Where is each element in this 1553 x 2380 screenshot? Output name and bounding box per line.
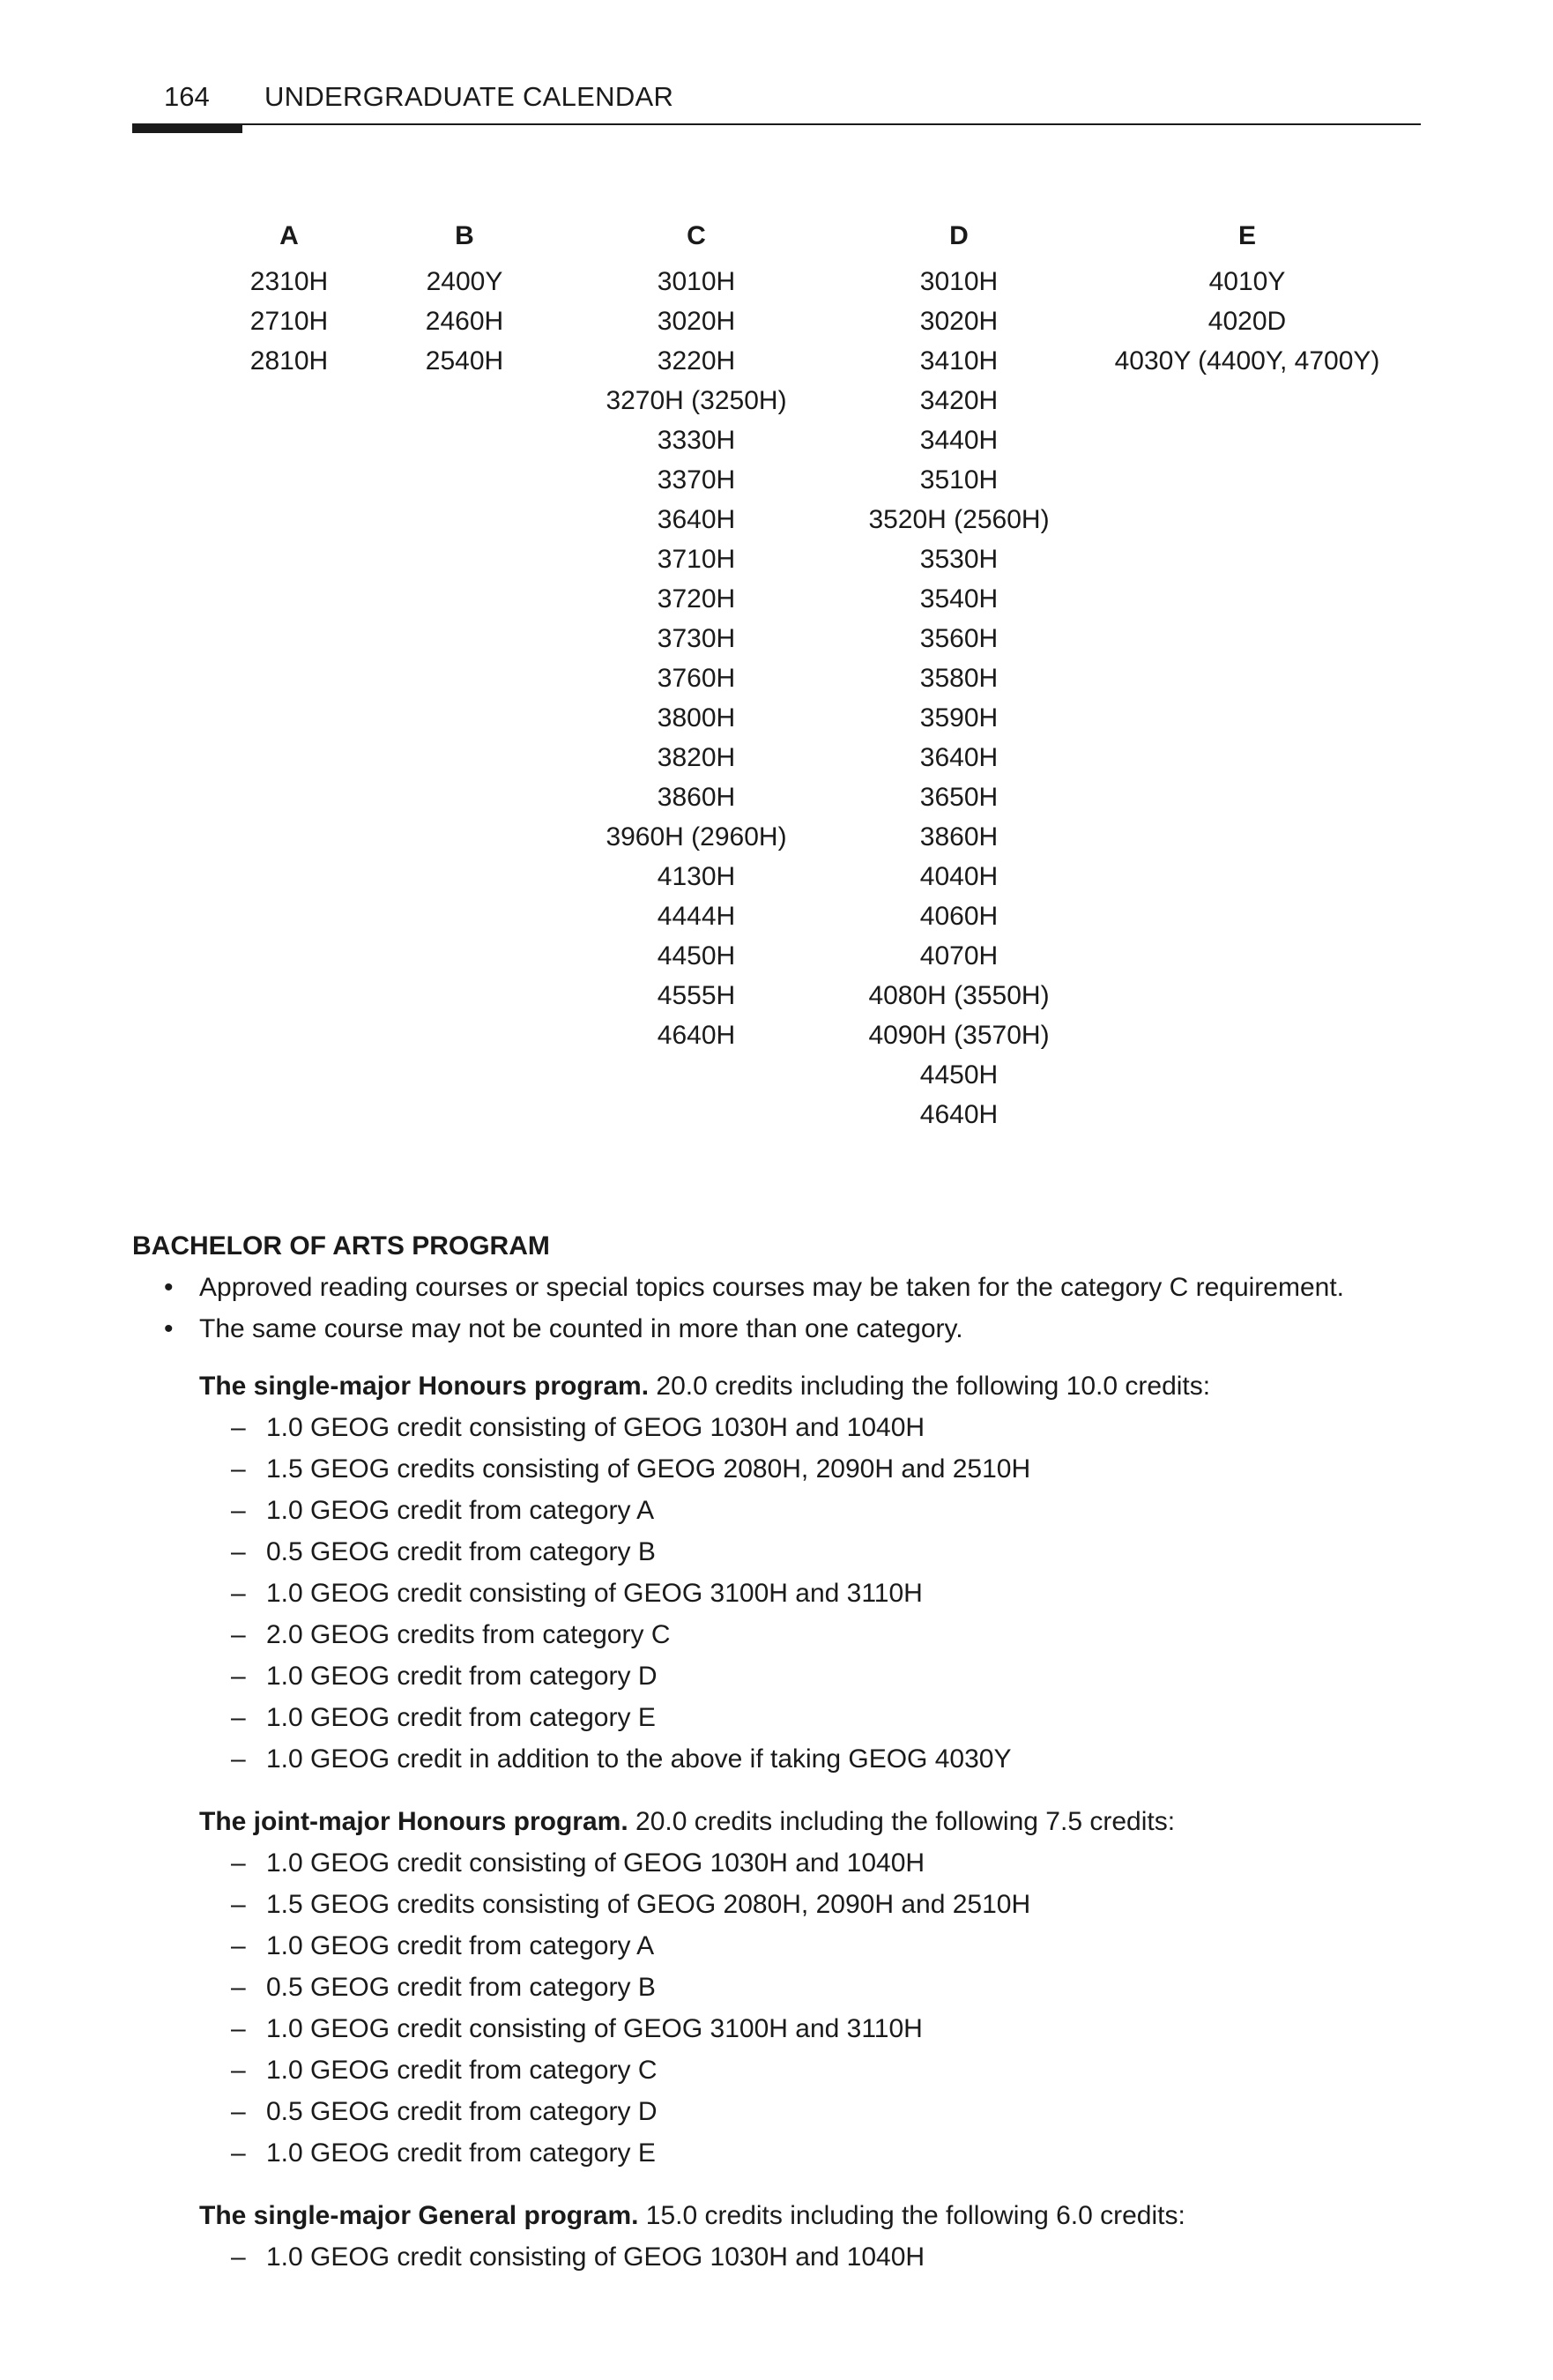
course-code: 2460H: [425, 307, 504, 336]
course-code: 3640H: [919, 743, 999, 772]
requirement-item: [199, 2091, 1428, 2132]
requirement-item: [199, 1448, 1428, 1490]
category-e-column: [1036, 216, 1459, 381]
course-code: 2400Y: [426, 267, 503, 296]
course-code: 3510H: [919, 465, 999, 495]
section-title: [199, 1365, 1428, 1407]
requirement-item: [199, 2236, 1428, 2278]
page-number: 164: [164, 81, 210, 112]
program-notes: [132, 1267, 1428, 1350]
section-name: The single-major General program.: [199, 2201, 639, 2230]
course-code: 3720H: [657, 584, 736, 614]
course-code: 3640H: [657, 505, 736, 534]
category-course-list: [809, 262, 1109, 1134]
course-code: 3580H: [919, 664, 999, 693]
requirement-text: 1.0 GEOG credit consisting of GEOG 1030H and 1040H: [266, 1413, 925, 1442]
requirement-text: 1.0 GEOG credit from category E: [266, 1703, 656, 1732]
section-title: [199, 1801, 1428, 1842]
requirement-text: 1.0 GEOG credit from category E: [266, 2138, 656, 2168]
requirement-text: 1.0 GEOG credit from category C: [266, 2056, 658, 2085]
dash-icon: –: [231, 1931, 246, 1960]
category-course-list: [381, 262, 548, 381]
header-tab-mark: [132, 123, 242, 133]
dash-icon: –: [231, 1537, 246, 1566]
course-code: 3530H: [919, 545, 999, 574]
program-heading: BACHELOR OF ARTS PROGRAM: [132, 1231, 550, 1261]
dash-icon: –: [231, 1662, 246, 1691]
course-code: 3020H: [657, 307, 736, 336]
course-code: 3540H: [919, 584, 999, 614]
course-code: 4080H (3550H): [868, 981, 1050, 1010]
course-code: 3420H: [919, 386, 999, 415]
course-code: 4060H: [919, 902, 999, 931]
requirement-text: 1.0 GEOG credit from category A: [266, 1931, 655, 1960]
requirement-text: 1.0 GEOG credit from category D: [266, 1662, 658, 1691]
category-heading: E: [1237, 221, 1256, 250]
dash-icon: –: [231, 1413, 246, 1442]
requirement-item: [199, 1531, 1428, 1573]
section-title: [199, 2195, 1428, 2236]
course-code: 3710H: [657, 545, 736, 574]
requirement-text: 0.5 GEOG credit from category B: [266, 1537, 656, 1566]
course-code: 4020D: [1207, 307, 1287, 336]
course-code: 3560H: [919, 624, 999, 653]
course-code: 4130H: [657, 862, 736, 891]
requirement-item: [199, 2132, 1428, 2174]
dash-icon: –: [231, 1973, 246, 2002]
course-code: 3820H: [657, 743, 736, 772]
course-code: 3860H: [657, 783, 736, 812]
section-name: The joint-major Honours program.: [199, 1807, 628, 1836]
course-code: 3010H: [919, 267, 999, 296]
requirement-text: 1.0 GEOG credit consisting of GEOG 1030H and 1040H: [266, 2242, 925, 2272]
course-code: 3760H: [657, 664, 736, 693]
category-course-list: [1036, 262, 1459, 381]
category-a-column: [205, 216, 373, 381]
requirement-text: 0.5 GEOG credit from category D: [266, 2097, 658, 2126]
requirement-item: [199, 1573, 1428, 1614]
category-heading: B: [455, 221, 474, 250]
requirement-item: [199, 1407, 1428, 1448]
requirement-item: [199, 1925, 1428, 1967]
note-text: The same course may not be counted in more than one category.: [199, 1314, 963, 1343]
requirement-item: [199, 1490, 1428, 1531]
course-code: 4070H: [919, 941, 999, 971]
course-code: 2710H: [249, 307, 329, 336]
requirement-text: 1.0 GEOG credit in addition to the above if taking GEOG 4030Y: [266, 1744, 1012, 1774]
requirement-text: 1.0 GEOG credit consisting of GEOG 1030H and 1040H: [266, 1848, 925, 1878]
course-code: 4555H: [657, 981, 736, 1010]
requirement-item: [199, 2049, 1428, 2091]
requirement-item: [199, 1842, 1428, 1884]
requirement-item: [199, 1884, 1428, 1925]
dash-icon: –: [231, 2056, 246, 2085]
dash-icon: –: [231, 1703, 246, 1732]
section-name: The single-major Honours program.: [199, 1372, 650, 1401]
category-heading: A: [279, 221, 299, 250]
header-rule: [132, 123, 1421, 125]
dash-icon: –: [231, 1620, 246, 1649]
section-summary: 20.0 credits including the following 10.0 credits:: [649, 1372, 1211, 1401]
dash-icon: –: [231, 1890, 246, 1919]
category-course-list: [205, 262, 373, 381]
course-code: 4450H: [657, 941, 736, 971]
ba-program-section: [132, 1225, 1428, 2278]
dash-icon: –: [231, 2242, 246, 2272]
program-section-joint-major-honours: [199, 1801, 1428, 2174]
course-code: 4450H: [919, 1060, 999, 1090]
course-code: 3800H: [657, 703, 736, 733]
requirement-text: 1.0 GEOG credit from category A: [266, 1496, 655, 1525]
header-title: UNDERGRADUATE CALENDAR: [264, 81, 674, 112]
course-code: 3370H: [657, 465, 736, 495]
dash-icon: –: [231, 2014, 246, 2043]
course-code: 3020H: [919, 307, 999, 336]
course-code: 4640H: [657, 1021, 736, 1050]
course-code: 3010H: [657, 267, 736, 296]
program-note: [132, 1308, 1428, 1350]
requirement-text: 0.5 GEOG credit from category B: [266, 1973, 656, 2002]
bullet-icon: •: [164, 1314, 174, 1343]
dash-icon: –: [231, 2138, 246, 2168]
course-code: 3220H: [657, 346, 736, 376]
program-section-single-major-honours: [199, 1365, 1428, 1780]
requirement-list: [199, 2236, 1428, 2278]
course-code: 3270H (3250H): [606, 386, 787, 415]
requirement-item: [199, 1697, 1428, 1738]
course-code: 2310H: [249, 267, 329, 296]
dash-icon: –: [231, 1579, 246, 1608]
course-code: 3960H (2960H): [606, 822, 787, 852]
requirement-item: [199, 1655, 1428, 1697]
category-course-list: [546, 262, 846, 1055]
requirement-item: [199, 1614, 1428, 1655]
course-code: 4030Y (4400Y, 4700Y): [1114, 346, 1380, 376]
requirement-text: 1.5 GEOG credits consisting of GEOG 2080H, 2090H and 2510H: [266, 1890, 1031, 1919]
dash-icon: –: [231, 1744, 246, 1774]
requirement-text: 2.0 GEOG credits from category C: [266, 1620, 671, 1649]
course-code: 2810H: [249, 346, 329, 376]
program-section-single-major-general: [199, 2195, 1428, 2278]
category-b-column: [381, 216, 548, 381]
category-c-column: [546, 216, 846, 1055]
requirement-list: [199, 1842, 1428, 2174]
requirement-text: 1.0 GEOG credit consisting of GEOG 3100H and 3110H: [266, 2014, 923, 2043]
section-summary: 15.0 credits including the following 6.0 credits:: [638, 2201, 1185, 2230]
course-code: 3410H: [919, 346, 999, 376]
course-code: 4640H: [919, 1100, 999, 1129]
requirement-list: [199, 1407, 1428, 1780]
course-code: 4010Y: [1208, 267, 1286, 296]
requirement-text: 1.0 GEOG credit consisting of GEOG 3100H and 3110H: [266, 1579, 923, 1608]
section-summary: 20.0 credits including the following 7.5 credits:: [628, 1807, 1176, 1836]
dash-icon: –: [231, 1496, 246, 1525]
program-note: [132, 1267, 1428, 1308]
course-code: 2540H: [425, 346, 504, 376]
requirement-item: [199, 1738, 1428, 1780]
course-code: 4090H (3570H): [868, 1021, 1050, 1050]
dash-icon: –: [231, 2097, 246, 2126]
course-code: 4444H: [657, 902, 736, 931]
course-code: 3730H: [657, 624, 736, 653]
course-code: 3590H: [919, 703, 999, 733]
requirement-item: [199, 2008, 1428, 2049]
dash-icon: –: [231, 1454, 246, 1484]
category-heading: C: [687, 221, 706, 250]
course-code: 3520H (2560H): [868, 505, 1050, 534]
bullet-icon: •: [164, 1273, 174, 1302]
course-code: 3330H: [657, 426, 736, 455]
requirement-item: [199, 1967, 1428, 2008]
category-heading: D: [949, 221, 969, 250]
note-text: Approved reading courses or special topics courses may be taken for the category C requirement.: [199, 1273, 1344, 1302]
dash-icon: –: [231, 1848, 246, 1878]
course-code: 3650H: [919, 783, 999, 812]
course-code: 3860H: [919, 822, 999, 852]
page-header: [132, 81, 1421, 134]
course-code: 4040H: [919, 862, 999, 891]
requirement-text: 1.5 GEOG credits consisting of GEOG 2080H, 2090H and 2510H: [266, 1454, 1031, 1484]
course-code: 3440H: [919, 426, 999, 455]
